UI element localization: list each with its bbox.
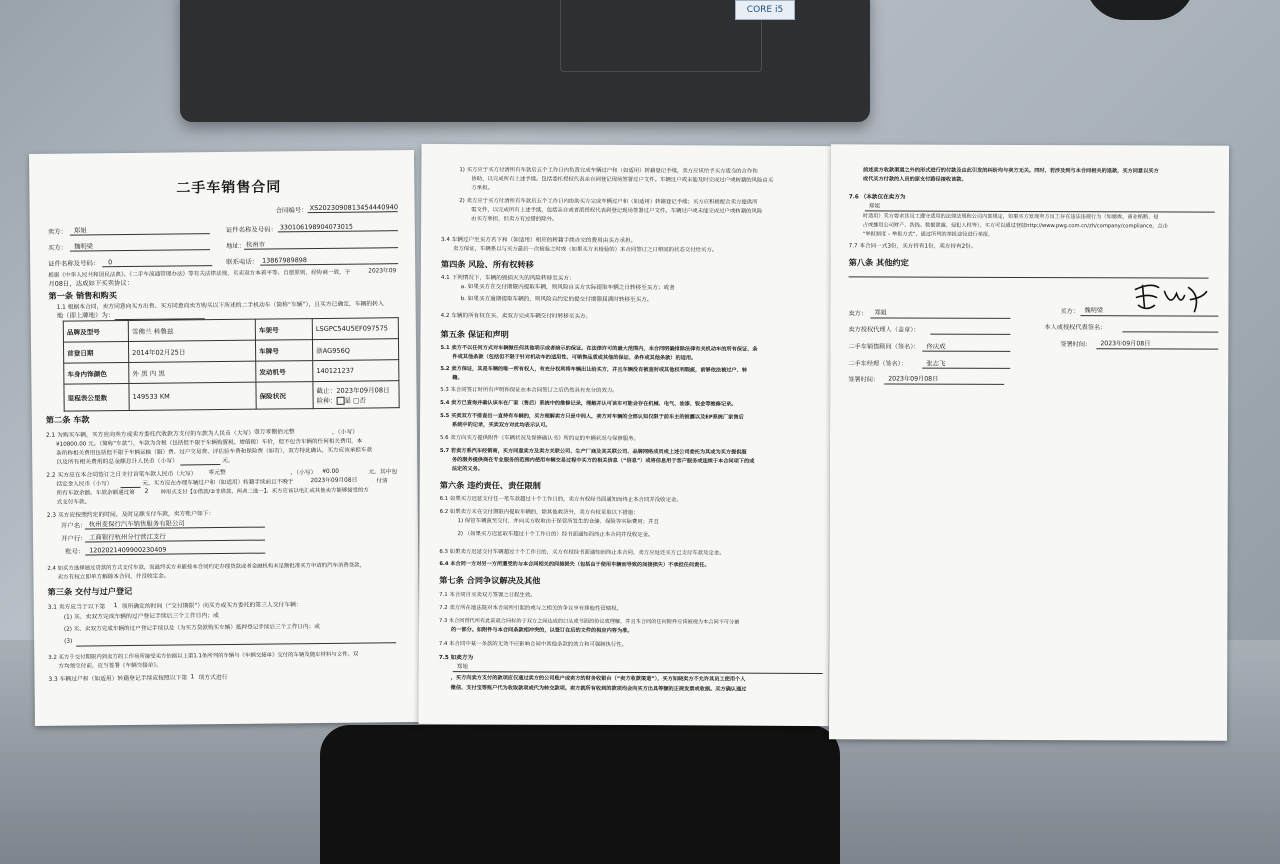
laptop-trackpad bbox=[560, 0, 762, 72]
cert-value: 0 bbox=[108, 258, 113, 267]
clause-6-4: 6.4 本合同一方对另一方所遭受的与本合同相关的间接损失（包括由于使用车辆而导致的间接损失）不承担任何责任。 bbox=[439, 561, 710, 569]
laptop-sticker: CORE i5 bbox=[735, 0, 795, 20]
clause-3-3: 3.3 车辆过户和（如适用）转籍登记手续应按照以下第 bbox=[48, 675, 188, 683]
clause-1-1: 1.1 根据本合同，卖方同意向买方出售、买方同意向卖方购买以下所述的二手机动车（简称“车辆”），且买方已确定，车辆的转入 bbox=[56, 301, 384, 311]
buyer-sign-date: 2023年09月08日 bbox=[1100, 340, 1151, 348]
clause-7-7: 7.7 本合同一式3份，买方持有1份，卖方持有2份。 bbox=[848, 243, 977, 250]
clause-7-3: 7.3 本合同替代所有此前就合同标的于双方之间达成的口头或书面的协议或理解，并且本合同的任何附件应该被视为本合同不可分割 bbox=[439, 618, 740, 626]
contract-title: 二手车销售合同 bbox=[176, 179, 282, 197]
clause-7-5: 7.5 如卖方为 bbox=[438, 655, 474, 662]
table-row: 车身内饰颜色 外 黑 内 黑 发动机号 140121237 bbox=[64, 360, 399, 385]
table-row: 里程表公里数 149533 KM 保险状况 截止：2023年09月08日 险种： 是 □否 bbox=[64, 381, 399, 412]
clause-5-5: 5.5 买卖双方不排查出一直持有车辆的，买方理解卖方只是中间人，卖方对车辆的全部认知仅限于前车主的披露以及EP系统厂家售后 bbox=[440, 413, 744, 421]
clause-2-3: 2.3 买方应按照约定的时间，及时足额支付车款，卖方账户如下： bbox=[46, 511, 215, 519]
table-row: 品牌及型号 雪佛兰 科鲁兹 车架号 LSGPC54U5EF097575 bbox=[63, 318, 398, 343]
clause-3-4: 3.4 车辆过户至买方名下和（如适用）相应的转籍手续办完的费用由买方承担。 bbox=[441, 237, 637, 245]
phone-label: 联系电话： bbox=[226, 257, 259, 266]
address: 杭州市 bbox=[245, 240, 266, 249]
intro-date: 2023年09 bbox=[368, 268, 397, 275]
buyer-signature bbox=[1130, 277, 1210, 317]
address-label: 地址： bbox=[225, 241, 246, 250]
seller-sign-date: 2023年09月08日 bbox=[888, 375, 939, 383]
contract-page-3: 前述卖方收款渠道之外的形式进行的付款及由此引发的纠纷均与卖方无关。同时，若涉及到与本合同相关的退款，买方同意以买方 或代买方付款的人员的原支付路径接收该款。 7.6 （本款仅在卖方为 郑姐 时适用）卖方要求其员工遵守适用的法律法规和公司内部规定，如果买方发现卖方员工存在违法违规行为（如腐败、商业贿赂、侵 占或挪用公司财产、洗钱、数据泄露、侵犯人权等），买方可以通过登陆http://www.pwg.com.cn/zh/company/compliance，点击 “举报制度 – 举报方式”，通过所列的举报途径进行举报。 7.7 本合同一式3份，买方持有1份，卖方持有2份。 第八条 其他约定 卖方： 郑姐 卖方授权代理人（盖章）： 二手车销售顾问（签名）： 佟庆成 二手车经理（签名）： 张志飞 签署时间： 2023年09月08日 买方： 魏明梁 本人或授权代表签名： 签署时间： 2023年09月08日 bbox=[829, 144, 1229, 740]
clause-5-2: 5.2 卖方保证，其是车辆的唯一所有权人，有充分权利将车辆出让给买方，并且车辆没有被查封或其他权利瑕疵，前够依法被过户、转 bbox=[440, 366, 748, 374]
chapter-3-heading: 第三条 交付与过户登记 bbox=[47, 585, 133, 597]
manager-name: 张志飞 bbox=[926, 359, 946, 368]
clause-7-2: 7.2 卖方所在地法院对本合同所引起的或与之相关的争议享有排他性管辖权。 bbox=[439, 605, 622, 612]
clause-3-1: 3.1 卖方应当于以下第 bbox=[47, 604, 106, 611]
seller-label: 卖方： bbox=[47, 227, 68, 236]
seller-name: 郑姐 bbox=[73, 226, 87, 235]
account-number: 1202021409900230409 bbox=[89, 545, 167, 555]
account-name: 杭州麦保行汽车销售服务有限公司 bbox=[88, 519, 185, 529]
cert-label: 证件名称及号码： bbox=[48, 259, 100, 268]
contract-page-1: 二手车销售合同 合同编号： XS2023090813454440940 卖方： 郑姐 证件名称及号码： 330106198904073015 买方： 魏明梁 地址： 杭州市 证件名称及号码： 0 联系电话： 13867989898 根据《中华人民共和国民法典》、《二手车流通管理办法》等有关法律法规，买卖双方本着平等、自愿原则，经协商一致，于 2023年09 月08日，达成如下买卖协议： 第一条 销售和购买 1.1 根据本合同，卖方同意向买方出售、买方同意向卖方购买以下所述的二手机动车（简称“车辆”），且买方已确定，车辆的转入 地（即上牌地）为： 品牌及型号 雪佛兰 科鲁兹 车架号 LSGPC54U5EF097575 首登日期 2014年02月25日 车牌号 浙AG956Q 车身内饰颜色 外 黑 内 黑 发动机号 140121237 里程表公里数 149533 KM 保险状况 截止：2023年09月08日 险种： 是 □否 第二条 车款 2.1 为购买车辆，买方应向卖方或卖方委托代收款方支付的车款为人民币（大写） 壹万零捌佰元整 ，（小写） ¥10800.00 元。（简称“车款”），车款为含税（包括但不限于车辆购置税、增值税）车价，但不包含车辆的任何相关费用，本 条所称相关费用包括但不限于车辆运输（服）费、过户交易费、评估验车费和保险费（如有），双方特此确认，买方应该承担车款 以及所有相关费用的总金额总计人民币（小写） 元。 2.2 买方应在本合同签订之日支付首笔车款人民币（大写） 零元整 ，（小写） ¥0.00 元。其中包 括定金人民币（小写） 元，买方应在办理车辆过户和（如适用）转籍手续前且不晚于 2023年09月08日 付清 所有车款余额。车款余额通过第 2 种形式支付【①借款/②非借款，两者二选一】。买方应该以电汇或其他卖方能够接受的方 式支付车款。 2.3 买方应按照约定的时间，及时足额支付车款，卖方账户如下： 开户名： 杭州麦保行汽车销售服务有限公司 开户行： 工商银行杭州分行营江支行 账号： 1202021409900230409 2.4 如买方选择通过贷款的方式支付车款，而最终买方未能按本合同约定办理贷款或者金融机构未足额批准买方申请的汽车消费贷款， 卖方有权立即单方解除本合同，并没收定金。 第三条 交付与过户登记 3.1 卖方应当于以下第 1 项所确定的时间（“交付期限”）向买方或买方委托的第三人交付车辆： (1) 买、卖双方完成车辆的过户登记手续后三个工作日内；或 (2) 买、卖双方完成车辆的过户登记手续以及（为买方贷款购买车辆）抵押登记手续后三个工作日内；或 (3) 3.2 买方于交付期限内到卖方的工作场所接受卖方依据以上第1.1条所列的车辆与《车辆交接单》交付的车辆及随车材料与文件。双 方均须交付前，应当签署《车辆交接单》。 3.3 车辆过户和（如适用）转籍登记手续应按照以下第 1 项方式进行 bbox=[29, 150, 420, 726]
table-row: 首登日期 2014年02月25日 车牌号 浙AG956Q bbox=[63, 339, 398, 364]
clause-7-6: 7.6 （本款仅在卖方为 bbox=[848, 194, 906, 201]
clause-1-1-b: 地（即上牌地）为： bbox=[56, 311, 115, 320]
chapter-1-heading: 第一条 销售和购买 bbox=[48, 290, 117, 301]
clause-4-2: 4.2 车辆的所有权在买、卖双方完成车辆交付时转移至买方。 bbox=[440, 313, 592, 320]
vehicle-info-table bbox=[63, 317, 400, 412]
chapter-6-heading: 第六条 违约责任、责任限制 bbox=[439, 480, 541, 491]
checkbox-insured[interactable] bbox=[336, 397, 344, 405]
clause-5-6: 5.6 卖方向买方提供附件《车辆状况及保修确认书》所约定的车辆状况与保修服务。 bbox=[439, 435, 639, 443]
chapter-2-heading: 第二条 车款 bbox=[45, 414, 90, 425]
clause-7-4: 7.4 本合同中某一条款的无效不应影响合同中其他条款的效力和可强制执行性。 bbox=[438, 641, 628, 649]
clause-5-7: 5.7 若卖方系汽车经销商，买方同意卖方及卖方关联公司、生产厂商及其关联公司、品牌网络成员或上述公司委托为其或为买方提供服 bbox=[439, 448, 747, 456]
seller-signature-name: 郑姐 bbox=[874, 309, 887, 317]
buyer-signature-name: 魏明梁 bbox=[1084, 307, 1104, 315]
clause-2-1-c: ¥10800.00 元。（简称“车款”），车款为含税（包括但不限于车辆购置税、增值税）车价，但不包含车辆的任何相关费用，本 bbox=[56, 438, 363, 448]
clause-5-4: 5.4 卖方已查询并确认该车在厂家（售后）系统中的维修记录，理解并认可该车可能会存在机械、电气、油漆、钣金等维修记录。 bbox=[440, 400, 737, 408]
contract-no: XS2023090813454440940 bbox=[309, 203, 399, 213]
buyer-label: 买方： bbox=[47, 243, 68, 252]
seller-id: 330106198904073015 bbox=[279, 222, 354, 232]
advisor-name: 佟庆成 bbox=[926, 342, 946, 351]
chapter-7-heading: 第七条 合同争议解决及其他 bbox=[439, 575, 541, 586]
chapter-8-heading: 第八条 其他约定 bbox=[848, 257, 909, 268]
chapter-4-heading: 第四条 风险、所有权转移 bbox=[440, 259, 534, 270]
clause-6-3: 6.3 如果卖方迟延交付车辆超过十个工作日的，买方有权经书面通知而终止本合同，卖方应返还买方已支付车款及定金。 bbox=[439, 549, 725, 557]
clause-6-2: 6.2 如果卖方未在交付期限内提取车辆的，除其他救济外，卖方有权采取以下措施： bbox=[439, 509, 639, 517]
phone: 13867989898 bbox=[262, 256, 307, 265]
clause-6-1: 6.1 如果买方迟延支付任一笔车款超过十个工作日的，卖方有权经书面通知而终止本合同并没收定金。 bbox=[439, 496, 682, 504]
intro-line2: 月08日，达成如下买卖协议： bbox=[48, 278, 134, 288]
clause-2-1: 2.1 为购买车辆，买方应向卖方或卖方委托代收款方支付的车款为人民币（大写） bbox=[45, 430, 255, 439]
chair bbox=[320, 725, 840, 864]
contract-page-2: 1) 买方应于买方付清所有车款后五个工作日内负责完成车辆过户和（如适用）转籍登记手续，卖方应该给予买方适当的合作和 协助，以完成所有上述手续。包括委托授权代表亲自到登记现场签署过户文件。车辆过户或未能及时完成过户或转籍的风险由买 方承担。 2) 卖方应于买方付清所有车款后五个工作日内协助买方完成车辆过户和（如适用）转籍登记手续；买方应积极配合卖方提供所 需文件，以完成所有上述手续，包括亲自或者派授权代表到登记现场签署过户文件。车辆过户或未能完成过户或转籍的风险 由买方承担，但卖方有过错的除外。 3.4 车辆过户至买方名下和（如适用）相应的转籍手续办完的费用由买方承担。 卖方保证，车辆系以与买方最后一次检验之时或（如果买方未检验的）本合同签订之日相同的状态交付给买方。 第四条 风险、所有权转移 4.1 下列情况下，车辆的毁损灭失的风险转移至买方： a. 如果买方在交付期限内提取车辆，则风险自买方实际提取车辆之日转移至买方；或者 b. 如果买方逾期提取车辆的，则风险自约定的提交付期限届满时转移至买方。 4.2 车辆的所有权在买、卖双方完成车辆交付时转移至买方。 第五条 保证和声明 5.1 卖方不以任何方式对车辆做任何其他明示或者暗示的保证。在法律许可的最大范围内，本合同明确排除法律有关机动车的所有保证、条 件或其他条款（包括但不限于针对机动车的适用性、可销售品质或其他的保证、条件或其他条款）的适用。 5.2 卖方保证，其是车辆的唯一所有权人，有充分权利将车辆出让给买方，并且车辆没有被查封或其他权利瑕疵，前够依法被过户、转 籍。 5.3 本合同签订时所有声明和保证在本合同签订之后仍然具有充分的效力。 5.4 卖方已查询并确认该车在厂家（售后）系统中的维修记录，理解并认可该车可能会存在机械、电气、油漆、钣金等维修记录。 5.5 买卖双方不排查出一直持有车辆的，买方理解卖方只是中间人，卖方对车辆的全部认知仅限于前车主的披露以及EP系统厂家售后 系统中的记录，买卖双方对此均表示认可。 5.6 卖方向买方提供附件《车辆状况及保修确认书》所约定的车辆状况与保修服务。 5.7 若卖方系汽车经销商，买方同意卖方及卖方关联公司、生产厂商及其关联公司、品牌网络成员或上述公司委托为其或为买方提供服 务的服务提供商在专业服务的范围内使用车辆交易过程中买方的相关信息（“信息”）或将信息用于客户服务或连续于本合同项下的或 法定的义务。 第六条 违约责任、责任限制 6.1 如果买方迟延支付任一笔车款超过十个工作日的，卖方有权经书面通知而终止本合同并没收定金。 6.2 如果卖方未在交付期限内提取车辆的，除其他救济外，卖方有权采取以下措施： 1) 保管车辆直至交付，并向买方收取由于保管所发生的仓储、保险等实际费用；并且 2) （如果买方迟延取车超过十个工作日的）经书面通知而终止本合同并没收定金。 6.3 如果卖方迟延交付车辆超过十个工作日的，买方有权经书面通知而终止本合同，卖方应返还买方已支付车款及定金。 6.4 本合同一方对另一方所遭受的与本合同相关的间接损失（包括由于使用车辆而导致的间接损失）不承担任何责任。 第七条 合同争议解决及其他 7.1 本合同自买卖双方签署之日起生效。 7.2 卖方所在地法院对本合同所引起的或与之相关的争议享有排他性管辖权。 7.3 本合同替代所有此前就合同标的于双方之间达成的口头或书面的协议或理解，并且本合同的任何附件应该被视为本合同不可分割 的一部分。如附件与本合同条款相冲突的，以签订在后的文件的相应内容为准。 7.4 本合同中某一条款的无效不应影响合同中其他条款的效力和可强制执行性。 7.5 如卖方为 郑姐 ，买方向卖方支付的款项应仅通过卖方的公司账户或卖方的财务收银台（“卖方收款渠道”），买方知晓卖方不允许其员工使用个人 微信、支付宝等账户代为收取款项或代为转交款项。卖方就所有收到的款项均会向买方出具等额的正规发票或收据。买方确认通过 bbox=[418, 144, 831, 726]
clause-5-1: 5.1 卖方不以任何方式对车辆做任何其他明示或者暗示的保证。在法律许可的最大范围内，本合同明确排除法律有关机动车的所有保证、条 bbox=[440, 345, 758, 353]
clause-4-1: 4.1 下列情况下，车辆的毁损灭失的风险转移至买方： bbox=[440, 275, 575, 282]
clause-2-4: 2.4 如买方选择通过贷款的方式支付车款，而最终买方未能按本合同约定办理贷款或者金融机构未足额批准买方申请的汽车消费贷款， bbox=[47, 562, 365, 572]
chapter-5-heading: 第五条 保证和声明 bbox=[440, 329, 509, 340]
seller-id-label: 证件名称及号码： bbox=[225, 225, 277, 234]
intro-line1: 根据《中华人民共和国民法典》、《二手车流通管理办法》等有关法律法规，买卖双方本着平等、自愿原则，经协商一致，于 bbox=[48, 269, 351, 279]
buyer-name: 魏明梁 bbox=[73, 242, 94, 251]
clause-2-2: 2.2 买方应在本合同签订之日支付首笔车款人民币（大写） bbox=[46, 471, 197, 479]
clause-3-2: 3.2 买方于交付期限内到卖方的工作场所接受卖方依据以上第1.1条所列的车辆与《车辆交接单》交付的车辆及随车材料与文件。双 bbox=[48, 651, 359, 661]
bank-name: 工商银行杭州分行营江支行 bbox=[88, 532, 166, 542]
mouse bbox=[1085, 0, 1195, 20]
price-words: 壹万零捌佰元整 bbox=[253, 429, 295, 436]
clause-5-3: 5.3 本合同签订时所有声明和保证在本合同签订之后仍然具有充分的效力。 bbox=[440, 387, 618, 394]
clause-7-1: 7.1 本合同自买卖双方签署之日起生效。 bbox=[439, 592, 536, 599]
contract-no-label: 合同编号： bbox=[275, 206, 308, 215]
